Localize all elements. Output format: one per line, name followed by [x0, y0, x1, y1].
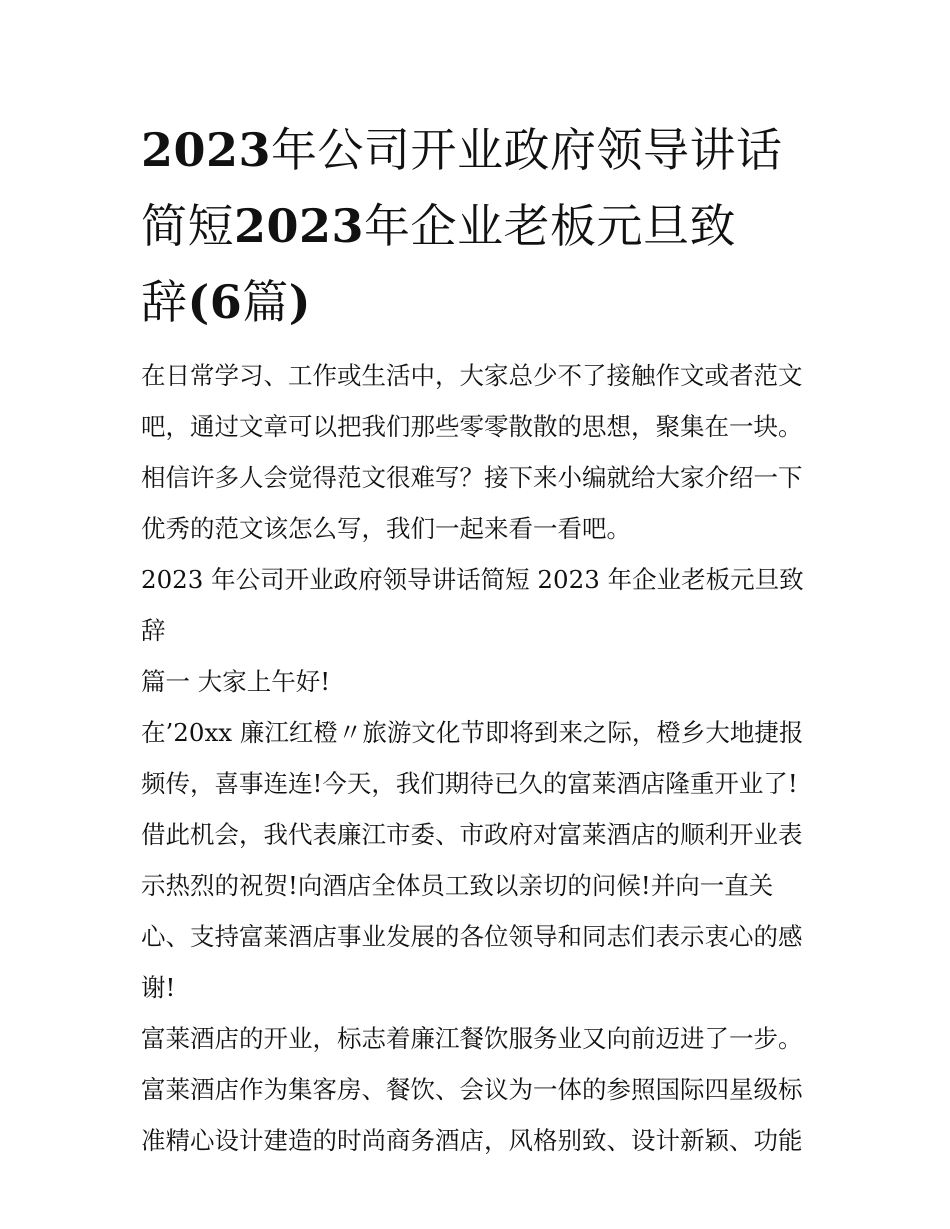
paragraph-greeting: 篇一 大家上午好! — [141, 667, 331, 696]
document-content — [141, 112, 813, 1166]
title-count-unit: 篇 — [242, 275, 289, 329]
title-count-close: ) — [288, 275, 312, 329]
paragraph-intro: 在日常学习、工作或生活中，大家总少不了接触作文或者范文吧，通过文章可以把我们那些零零散散的思想，聚集在一块。相信许多人会觉得范文很难写？接下来小编就给大家介绍一下优秀的范文该怎么写，我们一起来看一看吧。 — [141, 361, 803, 543]
paragraph-body-1: 在’20xx 廉江红橙〃旅游文化节即将到来之际，橙乡大地捷报频传，喜事连连!今天，我们期待已久的富莱酒店隆重开业了!借此机会，我代表廉江市委、市政府对富莱酒店的顺利开业表示热烈的祝贺!向酒店全体员工致以亲切的问候!并向一直关心、支持富莱酒店事业发展的各位领导和同志们表示衷心的感谢! — [141, 718, 804, 1002]
title-year-2: 2023 — [234, 199, 365, 253]
document-title — [141, 112, 813, 340]
paragraph-body-2: 富莱酒店的开业，标志着廉江餐饮服务业又向前迈进了一步。富莱酒店作为集客房、餐饮、会议为一体的参照国际四星级标准精心设计建造的时尚商务酒店，风格别致、设计新颖、功能 — [141, 1024, 803, 1155]
paragraph-subtitle: 2023 年公司开业政府领导讲话简短 2023 年企业老板元旦致辞 — [141, 565, 804, 645]
title-text-2: 年企业老板元旦致 — [364, 199, 737, 253]
title-year-1: 2023 — [141, 123, 272, 177]
title-text-1: 年公司开业政府领导讲话简短 — [141, 123, 783, 253]
title-text-3-prefix: 辞 — [141, 275, 188, 329]
title-count-open: (6 — [187, 275, 243, 329]
